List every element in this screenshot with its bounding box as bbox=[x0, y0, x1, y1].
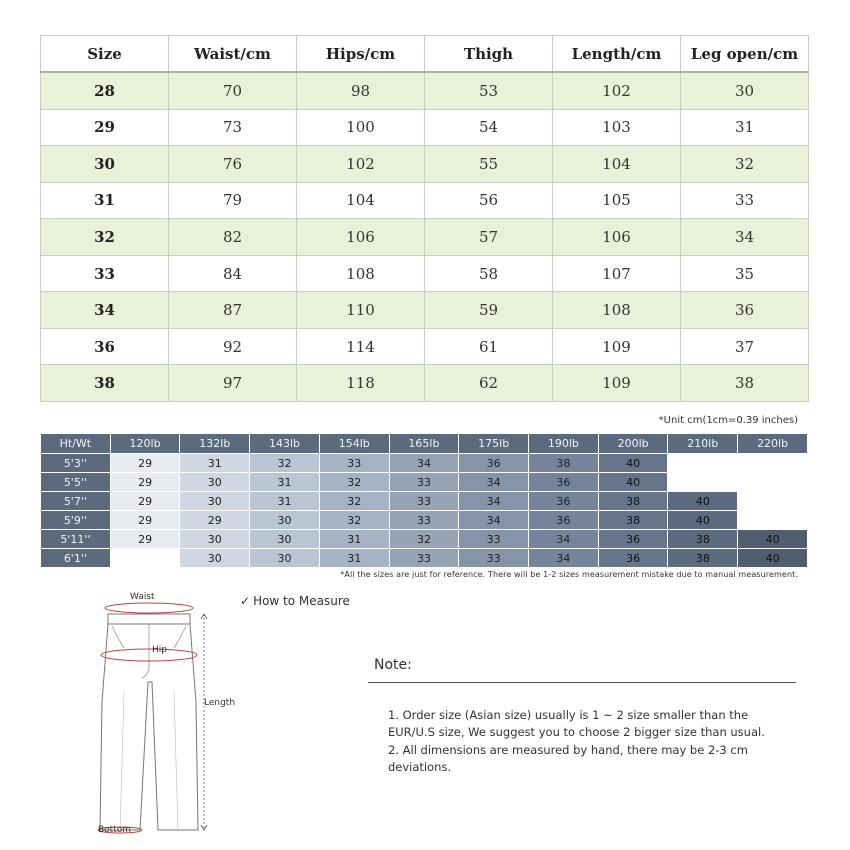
weight-header: 120lb bbox=[110, 434, 180, 454]
cell-size: 32 bbox=[41, 219, 169, 256]
size-value-cell: 36 bbox=[529, 511, 599, 530]
size-value-cell: 40 bbox=[598, 454, 668, 473]
height-cell: 5'9'' bbox=[41, 511, 111, 530]
cell-leg-open: 32 bbox=[681, 146, 809, 183]
table-row bbox=[41, 292, 809, 329]
height-cell: 5'3'' bbox=[41, 454, 111, 473]
table-row bbox=[41, 328, 809, 365]
cell-thigh: 61 bbox=[425, 328, 553, 365]
size-chart-header-row bbox=[41, 36, 809, 73]
cell-leg-open: 38 bbox=[681, 365, 809, 402]
length-label: Length bbox=[204, 698, 236, 708]
header-size: Size bbox=[41, 36, 169, 73]
weight-header: 220lb bbox=[738, 434, 808, 454]
cell-thigh: 58 bbox=[425, 255, 553, 292]
cell-length: 104 bbox=[553, 146, 681, 183]
height-weight-table bbox=[40, 433, 808, 568]
weight-header: 165lb bbox=[389, 434, 459, 454]
cell-waist: 70 bbox=[169, 72, 297, 109]
cell-hips: 102 bbox=[297, 146, 425, 183]
size-value-cell: 30 bbox=[180, 492, 250, 511]
cell-length: 108 bbox=[553, 292, 681, 329]
cell-length: 102 bbox=[553, 72, 681, 109]
cell-leg-open: 36 bbox=[681, 292, 809, 329]
size-value-cell: 31 bbox=[180, 454, 250, 473]
unit-note: *Unit cm(1cm=0.39 inches) bbox=[658, 415, 798, 426]
note-divider bbox=[368, 682, 796, 683]
size-value-cell: 33 bbox=[459, 549, 529, 568]
cell-size: 31 bbox=[41, 182, 169, 219]
size-value-cell bbox=[738, 473, 808, 492]
cell-leg-open: 31 bbox=[681, 109, 809, 146]
height-cell: 5'11'' bbox=[41, 530, 111, 549]
cell-hips: 108 bbox=[297, 255, 425, 292]
cell-waist: 97 bbox=[169, 365, 297, 402]
weight-header: 210lb bbox=[668, 434, 738, 454]
size-value-cell: 32 bbox=[389, 530, 459, 549]
header-hips: Hips/cm bbox=[297, 36, 425, 73]
size-value-cell bbox=[738, 492, 808, 511]
height-cell: 5'7'' bbox=[41, 492, 111, 511]
size-value-cell: 32 bbox=[250, 454, 320, 473]
size-value-cell: 40 bbox=[598, 473, 668, 492]
cell-size: 38 bbox=[41, 365, 169, 402]
cell-length: 105 bbox=[553, 182, 681, 219]
cell-length: 109 bbox=[553, 365, 681, 402]
size-value-cell: 31 bbox=[250, 492, 320, 511]
size-value-cell: 40 bbox=[668, 492, 738, 511]
size-value-cell: 29 bbox=[180, 511, 250, 530]
weight-header: 154lb bbox=[319, 434, 389, 454]
pants-illustration-icon bbox=[90, 592, 250, 842]
cell-hips: 106 bbox=[297, 219, 425, 256]
table-row bbox=[41, 146, 809, 183]
cell-thigh: 59 bbox=[425, 292, 553, 329]
header-waist: Waist/cm bbox=[169, 36, 297, 73]
weight-header: 132lb bbox=[180, 434, 250, 454]
table-row bbox=[41, 72, 809, 109]
table-row bbox=[41, 530, 808, 549]
size-value-cell: 38 bbox=[598, 511, 668, 530]
weight-header: 190lb bbox=[529, 434, 599, 454]
cell-thigh: 53 bbox=[425, 72, 553, 109]
table-row bbox=[41, 219, 809, 256]
cell-thigh: 55 bbox=[425, 146, 553, 183]
size-chart-body bbox=[41, 72, 809, 402]
height-weight-header-row bbox=[41, 434, 808, 454]
note-item: 2. All dimensions are measured by hand, there may be 2-3 cm deviations. bbox=[388, 743, 748, 774]
cell-thigh: 54 bbox=[425, 109, 553, 146]
size-value-cell: 40 bbox=[738, 530, 808, 549]
cell-length: 109 bbox=[553, 328, 681, 365]
bottom-label: Bottom bbox=[98, 825, 132, 835]
size-value-cell bbox=[738, 511, 808, 530]
table-row bbox=[41, 549, 808, 568]
cell-waist: 84 bbox=[169, 255, 297, 292]
cell-hips: 100 bbox=[297, 109, 425, 146]
size-value-cell: 34 bbox=[389, 454, 459, 473]
size-value-cell: 32 bbox=[319, 492, 389, 511]
size-value-cell: 33 bbox=[319, 454, 389, 473]
size-value-cell bbox=[668, 454, 738, 473]
cell-waist: 76 bbox=[169, 146, 297, 183]
cell-size: 28 bbox=[41, 72, 169, 109]
weight-header: 143lb bbox=[250, 434, 320, 454]
cell-waist: 87 bbox=[169, 292, 297, 329]
note-title: Note: bbox=[374, 657, 412, 673]
cell-thigh: 62 bbox=[425, 365, 553, 402]
size-value-cell: 32 bbox=[319, 511, 389, 530]
size-value-cell bbox=[738, 454, 808, 473]
size-value-cell: 38 bbox=[668, 549, 738, 568]
cell-waist: 82 bbox=[169, 219, 297, 256]
hip-label: Hip bbox=[152, 645, 167, 655]
cell-length: 107 bbox=[553, 255, 681, 292]
size-value-cell bbox=[668, 473, 738, 492]
size-value-cell: 36 bbox=[598, 530, 668, 549]
size-value-cell: 34 bbox=[529, 549, 599, 568]
size-value-cell: 36 bbox=[529, 473, 599, 492]
size-value-cell: 29 bbox=[110, 511, 180, 530]
note-list bbox=[388, 707, 798, 777]
size-value-cell: 38 bbox=[668, 530, 738, 549]
size-value-cell: 34 bbox=[529, 530, 599, 549]
size-chart-table bbox=[40, 35, 809, 402]
table-row bbox=[41, 473, 808, 492]
cell-hips: 110 bbox=[297, 292, 425, 329]
table-row bbox=[41, 182, 809, 219]
table-row bbox=[41, 255, 809, 292]
table-row bbox=[41, 454, 808, 473]
size-value-cell: 34 bbox=[459, 473, 529, 492]
disclaimer-text: *All the sizes are just for reference. There will be 1-2 sizes measurement mistake due to manual measurement. bbox=[340, 570, 798, 579]
cell-hips: 114 bbox=[297, 328, 425, 365]
height-weight-body bbox=[41, 454, 808, 568]
table-row bbox=[41, 109, 809, 146]
cell-leg-open: 33 bbox=[681, 182, 809, 219]
size-value-cell: 29 bbox=[110, 530, 180, 549]
size-value-cell: 30 bbox=[250, 530, 320, 549]
cell-size: 33 bbox=[41, 255, 169, 292]
size-value-cell: 36 bbox=[598, 549, 668, 568]
height-cell: 6'1'' bbox=[41, 549, 111, 568]
header-thigh: Thigh bbox=[425, 36, 553, 73]
note-item: 1. Order size (Asian size) usually is 1 ~ 2 size smaller than the EUR/U.S size, We suggest you to choose 2 bigger size than usual. bbox=[388, 708, 765, 739]
size-value-cell: 33 bbox=[459, 530, 529, 549]
how-to-measure-caption bbox=[240, 594, 350, 608]
size-value-cell: 31 bbox=[319, 549, 389, 568]
cell-length: 103 bbox=[553, 109, 681, 146]
header-length: Length/cm bbox=[553, 36, 681, 73]
cell-hips: 98 bbox=[297, 72, 425, 109]
weight-header: 175lb bbox=[459, 434, 529, 454]
size-value-cell: 36 bbox=[459, 454, 529, 473]
height-cell: 5'5'' bbox=[41, 473, 111, 492]
size-value-cell: 33 bbox=[389, 549, 459, 568]
header-leg-open: Leg open/cm bbox=[681, 36, 809, 73]
size-value-cell: 34 bbox=[459, 511, 529, 530]
size-value-cell: 30 bbox=[250, 511, 320, 530]
size-value-cell: 29 bbox=[110, 492, 180, 511]
size-value-cell: 38 bbox=[529, 454, 599, 473]
table-row bbox=[41, 492, 808, 511]
cell-hips: 104 bbox=[297, 182, 425, 219]
size-value-cell: 31 bbox=[250, 473, 320, 492]
weight-header: 200lb bbox=[598, 434, 668, 454]
waist-label: Waist bbox=[130, 592, 155, 602]
cell-leg-open: 35 bbox=[681, 255, 809, 292]
size-value-cell: 29 bbox=[110, 454, 180, 473]
size-value-cell: 32 bbox=[319, 473, 389, 492]
cell-waist: 79 bbox=[169, 182, 297, 219]
size-value-cell: 30 bbox=[180, 530, 250, 549]
cell-waist: 92 bbox=[169, 328, 297, 365]
size-value-cell: 33 bbox=[389, 511, 459, 530]
size-value-cell: 30 bbox=[180, 549, 250, 568]
size-value-cell: 30 bbox=[180, 473, 250, 492]
size-value-cell: 40 bbox=[738, 549, 808, 568]
check-icon: ✓ bbox=[240, 594, 251, 608]
size-value-cell: 31 bbox=[319, 530, 389, 549]
cell-size: 29 bbox=[41, 109, 169, 146]
cell-leg-open: 37 bbox=[681, 328, 809, 365]
cell-size: 34 bbox=[41, 292, 169, 329]
cell-waist: 73 bbox=[169, 109, 297, 146]
size-value-cell: 34 bbox=[459, 492, 529, 511]
how-to-measure-text: How to Measure bbox=[253, 594, 350, 608]
cell-size: 36 bbox=[41, 328, 169, 365]
pants-measure-diagram bbox=[90, 592, 250, 842]
cell-leg-open: 34 bbox=[681, 219, 809, 256]
size-value-cell: 29 bbox=[110, 473, 180, 492]
size-value-cell: 40 bbox=[668, 511, 738, 530]
table-row bbox=[41, 511, 808, 530]
cell-length: 106 bbox=[553, 219, 681, 256]
size-value-cell: 38 bbox=[598, 492, 668, 511]
cell-thigh: 56 bbox=[425, 182, 553, 219]
size-value-cell: 33 bbox=[389, 473, 459, 492]
table-row bbox=[41, 365, 809, 402]
size-value-cell: 33 bbox=[389, 492, 459, 511]
height-weight-corner: Ht/Wt bbox=[41, 434, 111, 454]
cell-leg-open: 30 bbox=[681, 72, 809, 109]
cell-hips: 118 bbox=[297, 365, 425, 402]
size-value-cell bbox=[110, 549, 180, 568]
cell-thigh: 57 bbox=[425, 219, 553, 256]
size-value-cell: 36 bbox=[529, 492, 599, 511]
size-value-cell: 30 bbox=[250, 549, 320, 568]
cell-size: 30 bbox=[41, 146, 169, 183]
